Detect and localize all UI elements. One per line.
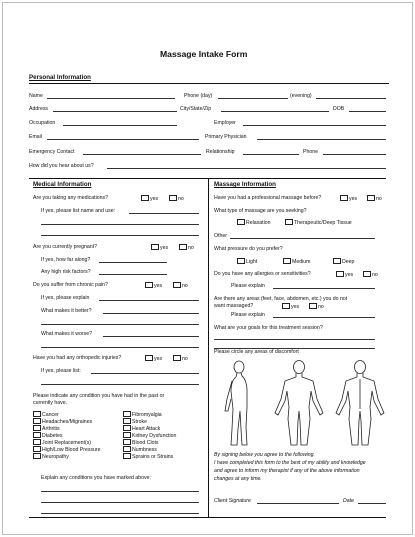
allergies-explain-label: Please explain bbox=[231, 283, 265, 289]
condition-checkbox[interactable] bbox=[33, 453, 41, 459]
email-field[interactable] bbox=[47, 139, 199, 140]
ortho-list-line-2[interactable] bbox=[41, 384, 199, 385]
meds-list-label: If yes, please list name and use: bbox=[41, 208, 116, 214]
risk-field[interactable] bbox=[99, 274, 167, 275]
condition-item[interactable]: Headaches/Migraines bbox=[33, 418, 101, 425]
how-far-label: If yes, how far along? bbox=[41, 257, 91, 263]
signature-field[interactable] bbox=[257, 503, 339, 504]
meds-no-checkbox[interactable] bbox=[169, 195, 177, 201]
prof-yes-checkbox[interactable] bbox=[340, 195, 348, 201]
column-divider bbox=[208, 178, 209, 517]
agreement-line-4: changes at any time. bbox=[214, 476, 262, 482]
risk-label: Any high risk factors? bbox=[41, 269, 91, 275]
explain-conditions-line-3[interactable] bbox=[41, 513, 199, 514]
relaxation-checkbox[interactable] bbox=[237, 219, 245, 225]
city-label: City/State/Zip bbox=[180, 106, 212, 112]
worse-field[interactable] bbox=[103, 336, 199, 337]
areas-question-1: Are there any areas (feet, face, abdomen, etc.) you do not bbox=[214, 296, 348, 302]
condition-item[interactable]: Stroke bbox=[123, 418, 176, 425]
prof-yes-option[interactable]: yes bbox=[340, 195, 357, 202]
ortho-yes-option[interactable]: yes bbox=[145, 355, 162, 362]
agreement-line-2: I have completed this form to the best of my ability and knowledge bbox=[214, 460, 366, 466]
pain-explain-label: If yes, please explain bbox=[41, 295, 90, 301]
therapeutic-option[interactable]: Therapeutic/Deep Tissue bbox=[285, 219, 352, 226]
employer-label: Employer bbox=[214, 120, 236, 126]
meds-list-line-3[interactable] bbox=[41, 235, 199, 236]
massage-info-heading: Massage Information bbox=[214, 181, 276, 188]
ortho-list-field[interactable] bbox=[91, 373, 199, 374]
massage-type-question: What type of massage are you seeking? bbox=[214, 208, 307, 214]
other-field[interactable] bbox=[230, 238, 375, 239]
section-divider bbox=[29, 83, 389, 84]
physician-label: Primary Physician bbox=[205, 134, 247, 140]
ortho-no-option[interactable]: no bbox=[173, 355, 188, 362]
pregnant-no-option[interactable]: no bbox=[179, 244, 194, 251]
condition-checkbox[interactable] bbox=[123, 432, 131, 438]
prof-no-option[interactable]: no bbox=[367, 195, 382, 202]
allergies-question: Do you have any allergies or sensitivities? bbox=[214, 271, 311, 277]
condition-item[interactable]: Joint Replacement(s) bbox=[33, 439, 101, 446]
ortho-list-label: If yes, please list: bbox=[41, 368, 81, 374]
pain-no-checkbox[interactable] bbox=[173, 282, 181, 288]
condition-checkbox[interactable] bbox=[33, 425, 41, 431]
meds-no-option[interactable]: no bbox=[169, 195, 184, 202]
dob-field[interactable] bbox=[349, 111, 386, 112]
better-field[interactable] bbox=[103, 313, 199, 314]
body-side-view[interactable] bbox=[225, 361, 247, 445]
deep-checkbox[interactable] bbox=[333, 258, 341, 264]
areas-explain-field[interactable] bbox=[273, 317, 375, 318]
light-checkbox[interactable] bbox=[237, 258, 245, 264]
name-label: Name bbox=[29, 93, 43, 99]
conditions-intro-2: currently have. bbox=[33, 400, 68, 406]
meds-list-line-2[interactable] bbox=[41, 224, 199, 225]
pregnant-question: Are you currently pregnant? bbox=[33, 244, 98, 250]
medical-info-heading: Medical Information bbox=[33, 181, 92, 188]
body-front-view[interactable] bbox=[275, 361, 323, 446]
date-label: Date bbox=[343, 498, 354, 504]
prof-no-checkbox[interactable] bbox=[367, 195, 375, 201]
pain-yes-checkbox[interactable] bbox=[145, 282, 153, 288]
conditions-left-list bbox=[33, 411, 101, 460]
condition-checkbox[interactable] bbox=[123, 439, 131, 445]
condition-item[interactable]: Numbness bbox=[123, 446, 176, 453]
pregnant-no-checkbox[interactable] bbox=[179, 244, 187, 250]
goals-line-1[interactable] bbox=[214, 339, 375, 340]
occupation-label: Occupation bbox=[29, 120, 56, 126]
explain-conditions-line-2[interactable] bbox=[41, 502, 199, 503]
condition-checkbox[interactable] bbox=[33, 418, 41, 424]
condition-item[interactable]: Sprains or Strains bbox=[123, 453, 176, 460]
agreement-line-3: and agree to inform my therapist if any of the above information bbox=[214, 468, 360, 474]
phone-field[interactable] bbox=[323, 154, 386, 155]
goals-question: What are your goals for this treatment session? bbox=[214, 325, 323, 331]
ortho-yes-checkbox[interactable] bbox=[145, 355, 153, 361]
medium-checkbox[interactable] bbox=[283, 258, 291, 264]
areas-no-option[interactable]: no bbox=[309, 303, 324, 310]
condition-item[interactable]: Kidney Dysfunction bbox=[123, 432, 176, 439]
medium-option[interactable]: Medium bbox=[283, 258, 310, 265]
page-title: Massage Intake Form bbox=[160, 49, 248, 59]
phone-label: Phone bbox=[303, 149, 319, 155]
pain-no-option[interactable]: no bbox=[173, 282, 188, 289]
phone-evening-field[interactable] bbox=[316, 98, 386, 99]
condition-item[interactable]: High/Low Blood Pressure bbox=[33, 446, 101, 453]
phone-day-label: Phone (day) bbox=[184, 93, 213, 99]
relationship-label: Relationship bbox=[206, 149, 235, 155]
physician-field[interactable] bbox=[257, 139, 386, 140]
deep-option[interactable]: Deep bbox=[333, 258, 354, 265]
condition-checkbox[interactable] bbox=[33, 446, 41, 452]
meds-yes-option[interactable]: yes bbox=[141, 195, 158, 202]
condition-item[interactable]: Arthritis bbox=[33, 425, 101, 432]
hear-field[interactable] bbox=[107, 168, 386, 169]
allergies-yes-checkbox[interactable] bbox=[336, 271, 344, 277]
other-label: Other bbox=[214, 233, 227, 239]
better-field-line-2[interactable] bbox=[41, 324, 199, 325]
ortho-question: Have you had any orthopedic injuries? bbox=[33, 355, 122, 361]
areas-explain-label: Please explain bbox=[231, 312, 265, 318]
condition-item[interactable]: Diabetes bbox=[33, 432, 101, 439]
address-label: Address bbox=[29, 106, 49, 112]
evening-label: (evening) bbox=[290, 93, 312, 99]
light-option[interactable]: Light bbox=[237, 258, 257, 265]
condition-checkbox[interactable] bbox=[33, 411, 41, 417]
name-field[interactable] bbox=[47, 98, 175, 99]
pain-question: Do you suffer from chronic pain? bbox=[33, 282, 108, 288]
pregnant-yes-option[interactable]: yes bbox=[151, 244, 168, 251]
worse-field-line-2[interactable] bbox=[41, 347, 199, 348]
body-diagram[interactable] bbox=[217, 359, 385, 449]
intake-form-page bbox=[2, 2, 413, 535]
prof-massage-question: Have you had a professional massage before? bbox=[214, 195, 322, 201]
better-label: What makes it better? bbox=[41, 308, 92, 314]
allergies-no-option[interactable]: no bbox=[363, 271, 378, 278]
areas-yes-option[interactable]: yes bbox=[282, 303, 299, 310]
address-field[interactable] bbox=[53, 111, 177, 112]
columns-bottom-rule bbox=[29, 517, 386, 518]
allergies-yes-option[interactable]: yes bbox=[336, 271, 353, 278]
pain-explain-field[interactable] bbox=[99, 300, 199, 301]
signature-label: Client Signature bbox=[214, 498, 251, 504]
meds-question: Are you taking any medications? bbox=[33, 195, 108, 201]
body-back-view[interactable] bbox=[336, 361, 384, 446]
phone-day-field[interactable] bbox=[218, 98, 288, 99]
discomfort-label: Please circle any areas of discomfort bbox=[214, 349, 299, 355]
email-label: Email bbox=[29, 134, 42, 140]
relationship-field[interactable] bbox=[243, 154, 299, 155]
dob-label: DOB bbox=[333, 106, 345, 112]
condition-item[interactable]: Cancer bbox=[33, 411, 101, 418]
condition-item[interactable]: Blood Clots bbox=[123, 439, 176, 446]
areas-yes-checkbox[interactable] bbox=[282, 303, 290, 309]
ortho-no-checkbox[interactable] bbox=[173, 355, 181, 361]
condition-checkbox[interactable] bbox=[33, 432, 41, 438]
how-far-field[interactable] bbox=[99, 262, 167, 263]
explain-conditions-label: Explain any conditions you have marked above: bbox=[41, 475, 151, 481]
pregnant-yes-checkbox[interactable] bbox=[151, 244, 159, 250]
areas-question-2: want massaged? bbox=[214, 303, 254, 309]
condition-checkbox[interactable] bbox=[123, 425, 131, 431]
condition-checkbox[interactable] bbox=[123, 446, 131, 452]
conditions-intro-1: Please indicate any condition you have had in the past or bbox=[33, 393, 165, 399]
allergies-no-checkbox[interactable] bbox=[363, 271, 371, 277]
therapeutic-checkbox[interactable] bbox=[285, 219, 293, 225]
condition-item[interactable]: Heart Attack bbox=[123, 425, 176, 432]
hear-label: How did you hear about us? bbox=[29, 163, 94, 169]
meds-yes-checkbox[interactable] bbox=[141, 195, 149, 201]
conditions-right-list bbox=[123, 411, 176, 460]
condition-checkbox[interactable] bbox=[123, 411, 131, 417]
relaxation-option[interactable]: Relaxation bbox=[237, 219, 271, 226]
worse-label: What makes it worse? bbox=[41, 331, 93, 337]
pressure-question: What pressure do you prefer? bbox=[214, 246, 283, 252]
emergency-field[interactable] bbox=[83, 154, 201, 155]
date-field[interactable] bbox=[358, 503, 386, 504]
employer-field[interactable] bbox=[243, 125, 386, 126]
areas-no-checkbox[interactable] bbox=[309, 303, 317, 309]
meds-list-field[interactable] bbox=[129, 213, 199, 214]
pain-yes-option[interactable]: yes bbox=[145, 282, 162, 289]
explain-conditions-line-1[interactable] bbox=[41, 491, 199, 492]
condition-checkbox[interactable] bbox=[123, 453, 131, 459]
condition-checkbox[interactable] bbox=[123, 418, 131, 424]
personal-info-heading: Personal Information bbox=[29, 74, 91, 81]
condition-item[interactable]: Neuropathy bbox=[33, 453, 101, 460]
city-field[interactable] bbox=[221, 111, 329, 112]
condition-checkbox[interactable] bbox=[33, 439, 41, 445]
condition-item[interactable]: Fibromyalgia bbox=[123, 411, 176, 418]
agreement-line-1: By signing below you agree to the following. bbox=[214, 452, 315, 458]
occupation-field[interactable] bbox=[63, 125, 177, 126]
allergies-explain-field[interactable] bbox=[273, 288, 375, 289]
emergency-label: Emergency Contact bbox=[29, 149, 75, 155]
